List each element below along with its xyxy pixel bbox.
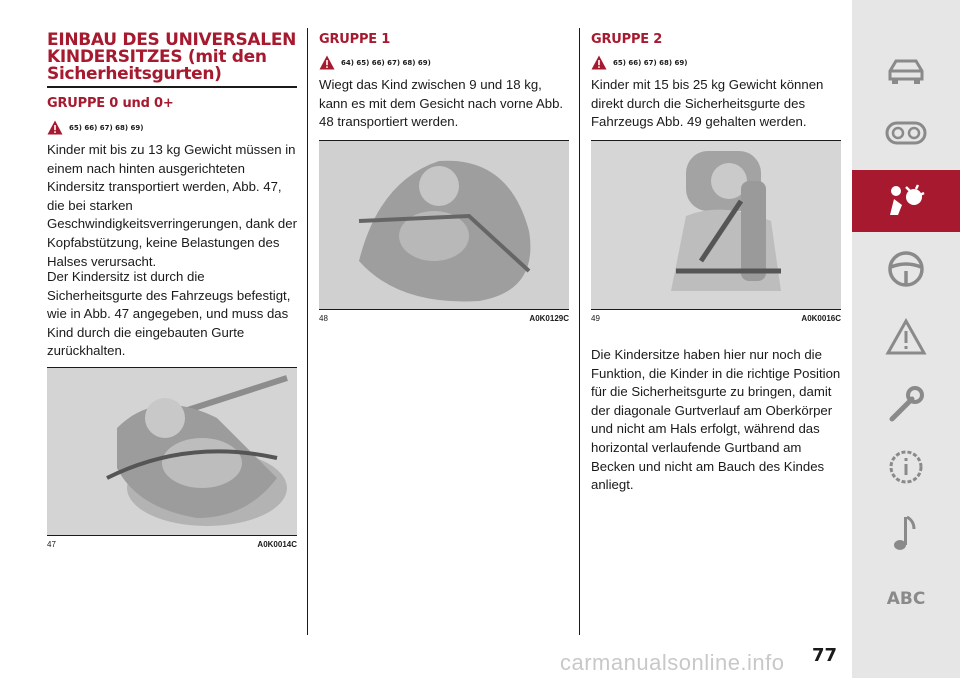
warning-refs: 64) 65) 66) 67) 68) 69) xyxy=(341,58,431,67)
wrench-icon xyxy=(884,383,928,423)
sidebar-item-dashboard[interactable] xyxy=(852,102,960,164)
sidebar-item-safety[interactable] xyxy=(852,170,960,232)
figure-48 xyxy=(319,140,569,323)
warning-icon xyxy=(47,120,63,135)
info-gear-icon xyxy=(884,447,928,487)
sidebar-item-maintenance[interactable] xyxy=(852,372,960,434)
index-abc-label: ABC xyxy=(886,589,926,609)
figure-image-forward-seat xyxy=(319,141,569,309)
figure-image-infant-seat xyxy=(47,368,297,535)
group2-warning xyxy=(591,55,687,70)
figure-code: A0K0129C xyxy=(529,314,569,323)
figure-code: A0K0016C xyxy=(801,314,841,323)
warning-refs: 65) 66) 67) 68) 69) xyxy=(69,123,144,132)
watermark: carmanualsonline.info xyxy=(560,650,785,675)
column-divider xyxy=(307,28,308,635)
music-note-icon xyxy=(884,513,928,553)
sidebar-item-driving[interactable] xyxy=(852,238,960,300)
figure-47 xyxy=(47,367,297,549)
figure-code: A0K0014C xyxy=(257,540,297,549)
dashboard-icon xyxy=(884,113,928,153)
figure-image-booster-seat xyxy=(591,141,841,309)
figure-number: 49 xyxy=(591,314,600,323)
column-divider xyxy=(579,28,580,635)
chapter-sidebar xyxy=(852,0,960,678)
group1-paragraph-1: Wiegt das Kind zwischen 9 und 18 kg, kann es mit dem Gesicht nach vorne Abb. 48 transportiert werden. xyxy=(319,77,564,130)
group0-paragraph-2: Der Kindersitz ist durch die Sicherheitsgurte des Fahrzeugs befestigt, wie in Abb. 47 angegeben, und muss das Kind durch die eingebauten Gurte zurückhalten. xyxy=(47,269,291,359)
group2-heading: GRUPPE 2 xyxy=(591,32,663,47)
sidebar-item-car[interactable] xyxy=(852,40,960,102)
page-number: 77 xyxy=(812,645,838,666)
group0-warning xyxy=(47,120,143,135)
figure-49 xyxy=(591,140,841,323)
figure-number: 47 xyxy=(47,540,56,549)
warning-triangle-icon xyxy=(884,317,928,357)
warning-icon xyxy=(591,55,607,70)
figure-number: 48 xyxy=(319,314,328,323)
sidebar-item-technical-data[interactable] xyxy=(852,436,960,498)
group2-paragraph-1: Kinder mit 15 bis 25 kg Gewicht können direkt durch die Sicherheitsgurte des Fahrzeugs Abb. 49 gehalten werden. xyxy=(591,77,824,130)
warning-icon xyxy=(319,55,335,70)
group1-warning xyxy=(319,55,431,70)
title-underline xyxy=(47,86,297,88)
sidebar-item-warnings[interactable] xyxy=(852,306,960,368)
sidebar-item-index[interactable] xyxy=(852,568,960,630)
section-title: EINBAU DES UNIVERSALEN KINDERSITZES (mit den Sicherheitsgurten) xyxy=(47,30,297,84)
steering-wheel-icon xyxy=(884,249,928,289)
car-icon xyxy=(884,51,928,91)
sidebar-item-multimedia[interactable] xyxy=(852,502,960,564)
warning-refs: 65) 66) 67) 68) 69) xyxy=(613,58,688,67)
group0-paragraph-1: Kinder mit bis zu 13 kg Gewicht müssen in einem nach hinten ausgerichteten Kindersitz transportiert werden, Abb. 47, die bei starken Geschwindigkeitsverringerungen, dank der Kopfabstützung, keine Belastungen des Halses verursacht. xyxy=(47,142,297,269)
airbag-icon xyxy=(884,181,928,221)
group1-heading: GRUPPE 1 xyxy=(319,32,391,47)
group0-heading: GRUPPE 0 und 0+ xyxy=(47,96,174,111)
group2-paragraph-2: Die Kindersitze haben hier nur noch die Funktion, die Kinder in die richtige Position für die Sicherheitsgurte zu bringen, damit der diagonale Gurtverlauf am Oberkörper und nicht am Hals erfolgt, während das horizontal verlaufende Gurtband am Becken und nicht am Bauch des Kindes anliegt. xyxy=(591,347,841,493)
